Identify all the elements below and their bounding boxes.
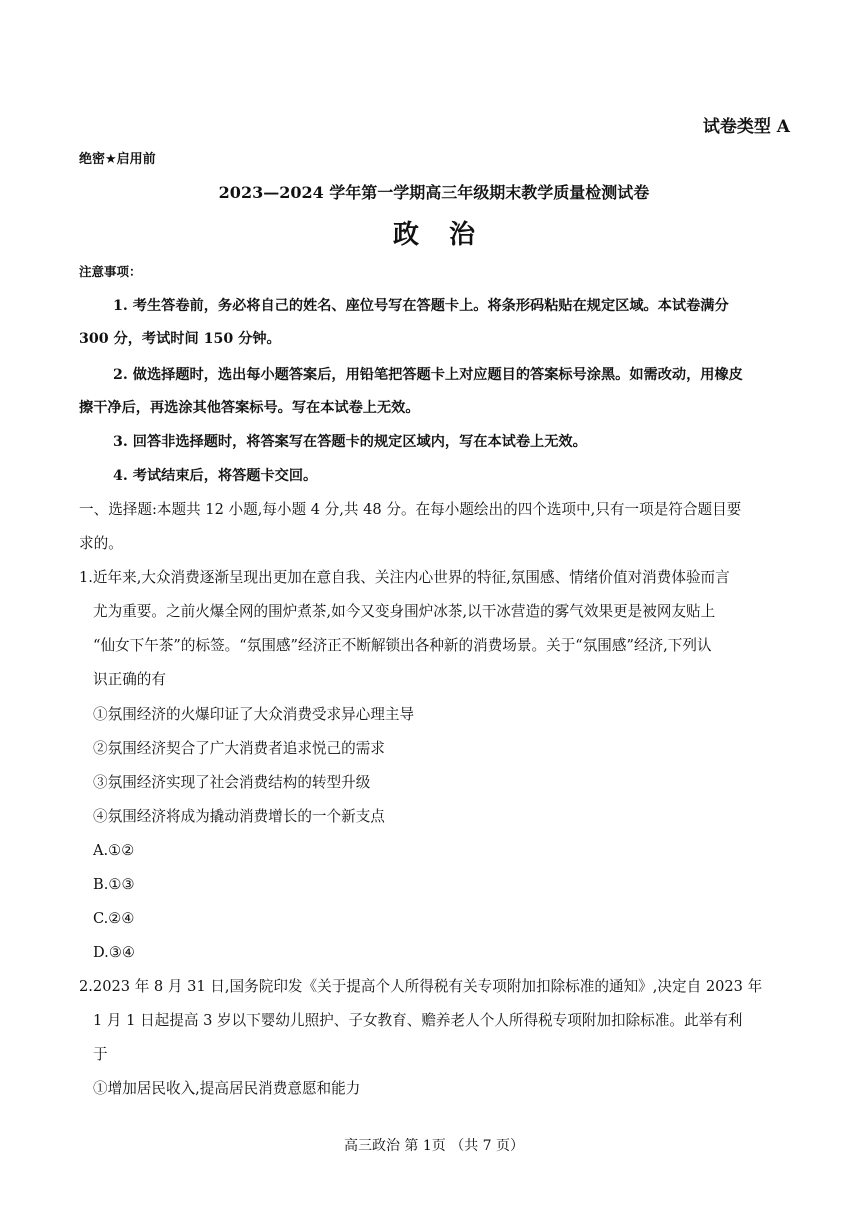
notice-item-3: 3. 回答非选择题时，将答案写在答题卡的规定区域内，写在本试卷上无效。 (113, 434, 587, 450)
notice-item-2-line-2: 擦干净后，再选涂其他答案标号。写在本试卷上无效。 (79, 400, 420, 416)
notice-heading: 注意事项： (79, 264, 142, 279)
q1-stem-line-1: 1.近年来,大众消费逐渐呈现出更加在意自我、关注内心世界的特征,氛围感、情绪价值对消费体验而言 (79, 569, 730, 586)
secret-label: 绝密★启用前 (79, 152, 156, 167)
q2-stem-line-2: 1 月 1 日起提高 3 岁以下婴幼儿照护、子女教育、赡养老人个人所得税专项附加扣除标准。此举有利 (93, 1012, 743, 1029)
q2-stem-line-1: 2.2023 年 8 月 31 日,国务院印发《关于提高个人所得税有关专项附加扣除标准的通知》,决定自 2023 年 (79, 978, 763, 995)
q1-option-c: C.②④ (93, 910, 135, 927)
subject-title: 政治 (392, 220, 505, 250)
page-footer: 高三政治 第 1页 （共 7 页） (343, 1138, 525, 1154)
q1-stem-line-2: 尤为重要。之前火爆全网的围炉煮茶,如今又变身围炉冰茶,以干冰营造的雾气效果更是被网友贴上 (93, 603, 716, 620)
section-instruction-line-1: 一、选择题:本题共 12 小题,每小题 4 分,共 48 分。在每小题绘出的四个选项中,只有一项是符合题目要 (79, 501, 742, 518)
q1-statement: ①氛围经济的火爆印证了大众消费受求异心理主导 (93, 706, 415, 723)
q1-statement: ④氛围经济将成为撬动消费增长的一个新支点 (93, 808, 385, 825)
q1-statement: ③氛围经济实现了社会消费结构的转型升级 (93, 774, 371, 791)
notice-item-1-line-1: 1. 考生答卷前，务必将自己的姓名、座位号写在答题卡上。将条形码粘贴在规定区域。本试卷满分 (113, 298, 729, 314)
q1-option-a: A.①② (93, 842, 135, 859)
q1-stem-line-4: 识正确的有 (93, 671, 166, 688)
paper-type-label: 试卷类型 A (702, 117, 790, 137)
q1-stem-line-3: “仙女下午茶”的标签。“氛围感”经济正不断解锁出各种新的消费场景。关于“氛围感”经济,下列认 (93, 637, 712, 654)
notice-item-4: 4. 考试结束后，将答题卡交回。 (113, 468, 318, 484)
exam-title: 2023—2024 学年第一学期高三年级期末教学质量检测试卷 (218, 183, 650, 202)
q1-option-b: B.①③ (93, 876, 135, 893)
q2-stem-line-3: 于 (93, 1046, 108, 1063)
notice-item-1-line-2: 300 分，考试时间 150 分钟。 (79, 331, 281, 347)
q2-statement: ①增加居民收入,提高居民消费意愿和能力 (93, 1080, 361, 1097)
q1-option-d: D.③④ (93, 944, 135, 961)
notice-item-2-line-1: 2. 做选择题时，选出每小题答案后，用铅笔把答题卡上对应题目的答案标号涂黑。如需改动，用橡皮 (113, 367, 743, 383)
section-instruction-line-2: 求的。 (79, 535, 123, 552)
q1-statement: ②氛围经济契合了广大消费者追求悦己的需求 (93, 740, 385, 757)
